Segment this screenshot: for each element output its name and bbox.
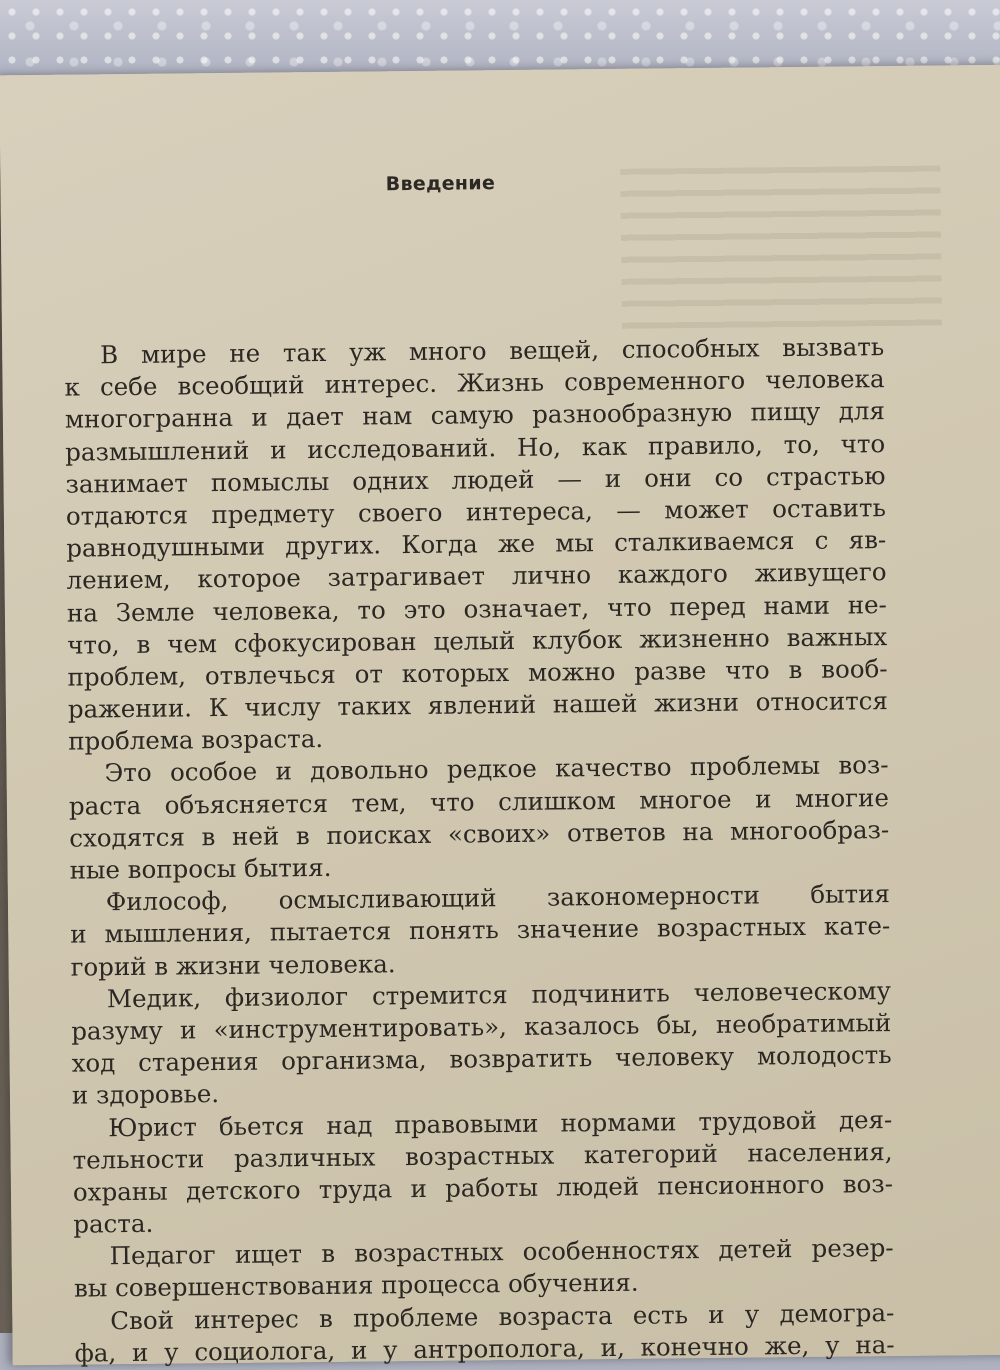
text-line: ход старения организма, возвратить человеку молодость <box>71 1040 892 1078</box>
text-line: Юрист бьется над правовыми нормами трудовой дея- <box>108 1104 893 1142</box>
text-line: Это особое и довольно редкое качество проблемы воз- <box>104 750 889 788</box>
book-page <box>0 65 1000 1366</box>
text-line: Свой интерес в проблеме возраста есть и у демогра- <box>110 1297 895 1335</box>
text-line: раста объясняется тем, что слишком многое и многие <box>68 782 890 821</box>
body-text <box>64 331 895 1370</box>
text-line: и здоровье. <box>71 1079 220 1110</box>
text-line: многогранна и дает нам самую разнообразную пищу для <box>64 396 885 435</box>
text-line: раста. <box>73 1208 154 1239</box>
text-line: к себе всеобщий интерес. Жизнь современного человека <box>64 364 885 402</box>
text-line: занимает помыслы одних людей — и они со страстью <box>65 460 886 499</box>
text-line: вы совершенствования процесса обучения. <box>73 1268 639 1304</box>
text-line: тельности различных возрастных категорий населения, <box>72 1136 893 1175</box>
text-line: лением, которое затрагивает лично каждого живущего <box>66 557 887 595</box>
text-line: на Земле человека, то это означает, что перед нами не- <box>66 589 888 628</box>
text-line: Педагог ищет в возрастных особенностях детей резер- <box>109 1233 894 1271</box>
text-line: и мышления, пытается понять значение возрастных кате- <box>70 911 891 950</box>
text-line: Философ, осмысливающий закономерности бытия <box>105 879 891 917</box>
text-line: отдаются предмету своего интереса, — может оставить <box>65 493 886 531</box>
text-line: В мире не так уж много вещей, способных вызвать <box>100 332 885 370</box>
text-line: что, в чем сфокусирован целый клубок жизненно важных <box>67 621 888 660</box>
text-line: проблема возраста. <box>68 724 324 756</box>
text-line: разуму и «инструментировать», казалось бы, необратимый <box>71 1007 892 1046</box>
text-line: размышлений и исследований. Но, как правило, то, что <box>65 428 886 467</box>
text-line: охраны детского труда и работы людей пенсионного воз- <box>72 1168 894 1207</box>
text-line: горий в жизни человека. <box>70 948 396 982</box>
text-line: ражении. К числу таких явлений нашей жизни относится <box>67 686 889 724</box>
text-line: сходятся в ней в поисках «своих» ответов на многообраз- <box>69 814 890 853</box>
text-line: Медик, физиолог стремится подчинить человеческому <box>106 975 892 1013</box>
text-line: ные вопросы бытия. <box>69 852 332 885</box>
text-line: проблем, отвлечься от которых можно разве что в вооб- <box>67 653 888 692</box>
chapter-title: Введение <box>385 172 496 196</box>
text-line: фа, и у социолога, и у антрополога, и, конечно же, у на- <box>74 1329 895 1368</box>
text-line: равнодушными других. Когда же мы сталкиваемся с яв- <box>66 525 887 563</box>
